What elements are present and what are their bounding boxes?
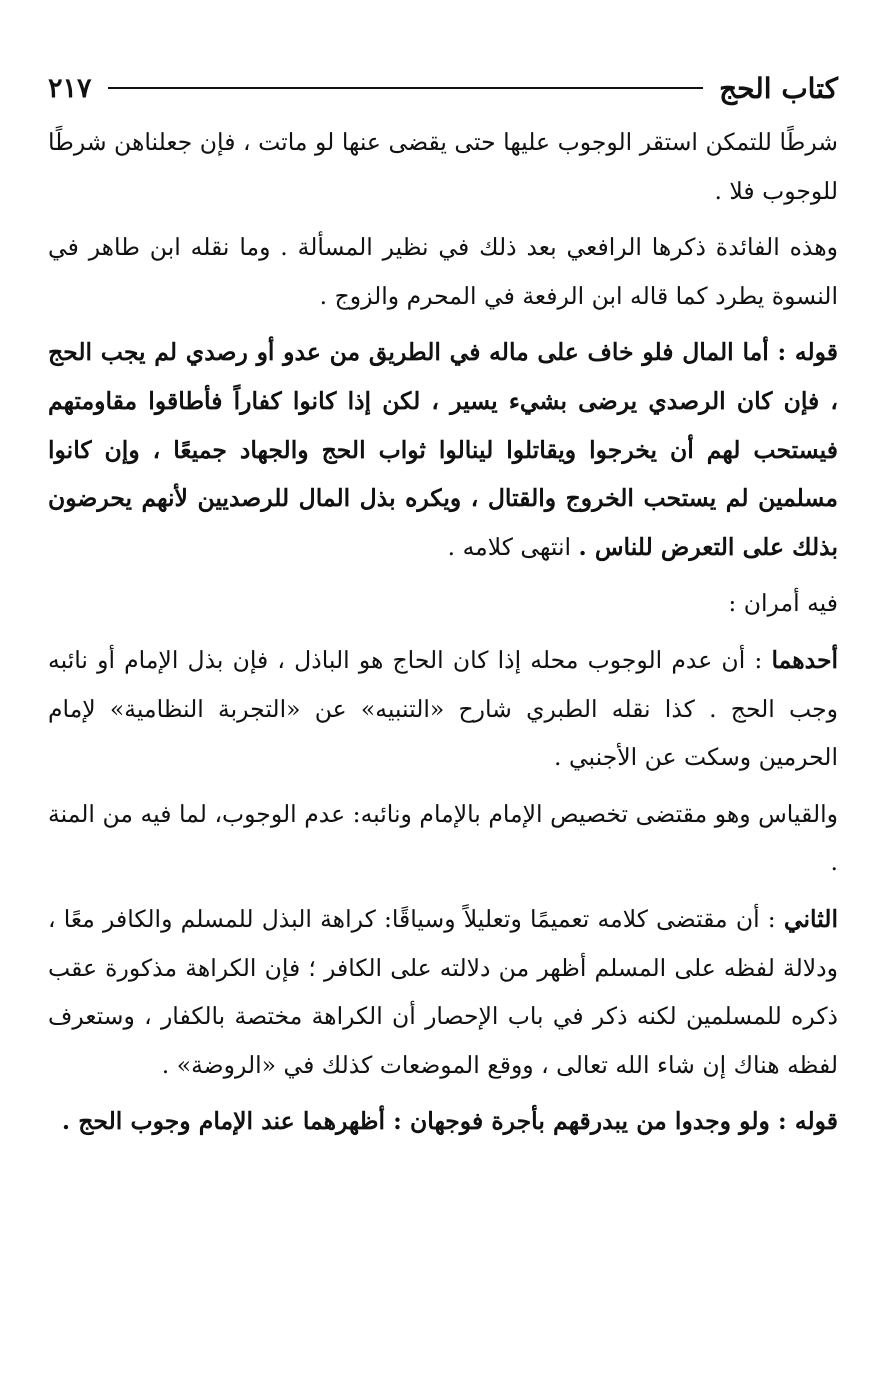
paragraph-1-text: شرطًا للتمكن استقر الوجوب عليها حتى يقضى عنها لو ماتت ، فإن جعلناهن شرطًا للوجوب فلا . xyxy=(48,128,838,205)
book-page xyxy=(48,60,838,1146)
paragraph-7 xyxy=(48,895,838,1089)
paragraph-3-quote xyxy=(48,328,838,571)
paragraph-5 xyxy=(48,636,838,782)
paragraph-2 xyxy=(48,223,838,320)
quote-closing: انتهى كلامه . xyxy=(447,532,579,561)
paragraph-7-text: : أن مقتضى كلامه تعميمًا وتعليلاً وسياقًا: كراهة البذل للمسلم والكافر معًا ، ودلالة لفظه على المسلم أظهر من دلالته على الكافر ؛ فإن الكراهة مذكورة عقب ذكره للمسلمين لكنه ذكر في باب الإحصار أن الكراهة مختصة بالكفار ، وستعرف لفظه هناك إن شاء الله تعالى ، ووقع الموضعات كذلك في «الروضة» . xyxy=(48,904,838,1079)
paragraph-1 xyxy=(48,118,838,215)
quoted-passage: قوله : أما المال فلو خاف على ماله في الطريق من عدو أو رصدي لم يجب الحج ، فإن كان الرصدي يرضى بشيء يسير ، لكن إذا كانوا كفاراً فأطاقوا مقاومتهم فيستحب لهم أن يخرجوا ويقاتلوا لينالوا ثواب الحج والجهاد جميعًا ، وإن كانوا مسلمين لم يستحب الخروج والقتال ، ويكره بذل المال للرصديين لأنهم يحرضون بذلك على التعرض للناس . xyxy=(48,338,838,561)
paragraph-2-text: وهذه الفائدة ذكرها الرافعي بعد ذلك في نظير المسألة . وما نقله ابن طاهر في النسوة يطرد كما قاله ابن الرفعة في المحرم والزوج . xyxy=(48,233,838,310)
page-header xyxy=(48,60,838,116)
point-one-heading: أحدهما xyxy=(771,645,838,674)
paragraph-6 xyxy=(48,790,838,887)
paragraph-5-text: : أن عدم الوجوب محله إذا كان الحاج هو الباذل ، فإن بذل الإمام أو نائبه وجب الحج . كذا نقله الطبري شارح «التنبيه» عن «التجربة النظامية» لإمام الحرمين وسكت عن الأجنبي . xyxy=(48,645,838,772)
point-two-heading: الثاني xyxy=(783,904,838,933)
running-title: كتاب الحج xyxy=(719,71,838,105)
paragraph-4-text: فيه أمران : xyxy=(728,589,838,618)
page-number: ٢١٧ xyxy=(48,72,92,104)
quoted-passage-2: قوله : ولو وجدوا من يبدرقهم بأجرة فوجهان : أظهرهما عند الإمام وجوب الحج . xyxy=(61,1107,838,1136)
paragraph-4 xyxy=(48,579,838,628)
paragraph-8-quote xyxy=(48,1097,838,1146)
paragraph-6-text: والقياس وهو مقتضى تخصيص الإمام بالإمام ونائبه: عدم الوجوب، لما فيه من المنة . xyxy=(48,799,838,877)
header-rule xyxy=(108,87,704,89)
